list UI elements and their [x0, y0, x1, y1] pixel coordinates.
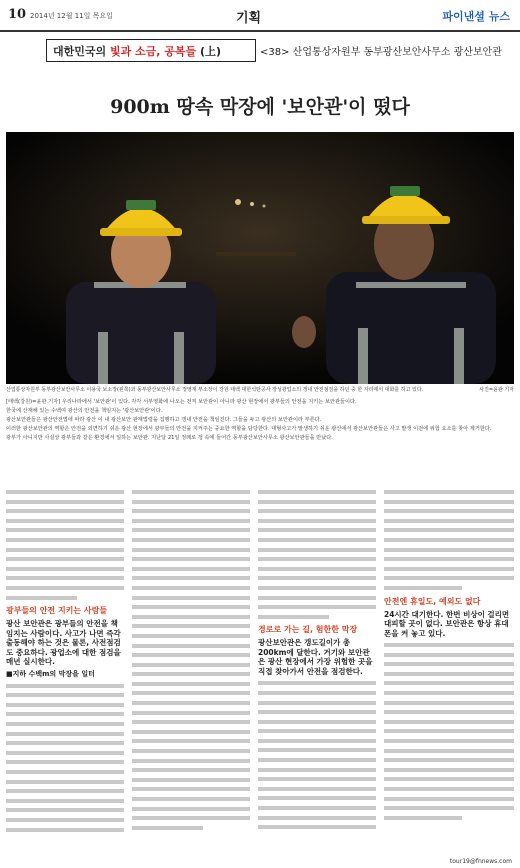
subheading: 경로로 가는 길, 험한한 막장 [258, 625, 358, 635]
subheading-small: ■지하 수백m의 막장을 일터 [6, 669, 95, 678]
lead-line: [태백(강원)=윤관 기자] 우리나라에서 '보안관'이 있다. 각각 서부영화에 나오는 전직 보안관이 아니라 광산 현장에서 광부들의 안전을 지키는 보안관들이다. [6, 399, 357, 405]
subheading: 광부들의 안전 지키는 사람들 [6, 606, 108, 616]
mine-photo-illustration [6, 132, 514, 384]
author-email: tour19@fnnews.com [449, 858, 512, 865]
bold-lead: 광산 보안관은 광부들의 안전을 책임지는 사람이다. 사고가 나면 즉각 출동해야 하는 것은 물론, 사전점검도 중요하다. 광업소에 대한 점검을 매년 실시한다. [6, 619, 121, 667]
body-column-1 [6, 488, 124, 860]
lead-line: 광부가 아니지만 사실상 광부들과 같은 환경에서 일하는 보안관. 지난달 21일 정례로 갱 속에 들어간 동부광산보안사무소 광산보안관들을 만났다. [6, 435, 333, 441]
page-number: 10 [8, 7, 27, 22]
page-header [0, 0, 520, 32]
section-title: 기획 [236, 11, 262, 26]
lead-line: 광산보안관들은 광산안전법에 따라 광산 이 내 광산보안 관계법령을 집행하고 갱내 안전을 책임진다. 그들을 두고 광산의 보안관이라 부른다. [6, 417, 322, 423]
series-title: 대한민국의 빛과 소금, 공복들 (上) [53, 45, 222, 58]
photo-caption: 산업통상자원부 동부광산보안사무소 이용국 보소장(왼쪽)과 동부광산보안사무소 정영재 부소장이 강원 태백 대한석탄공사 장성광업소의 갱내 안전점검을 하던 중 한 자리에서 대화를 하고 있다. 사진=윤관 기자 [6, 387, 514, 393]
subheading: 안전엔 휴일도, 예외도 없다 [384, 596, 481, 606]
series-title-highlight: 빛과 소금, 공복들 [109, 45, 197, 58]
body-column-3 [258, 488, 376, 860]
newspaper-masthead: 파이낸셜 뉴스 [442, 10, 510, 23]
article-body [6, 488, 514, 860]
lead-line: 이러한 광산보안관의 역할은 안전을 외면하기 쉬운 광산 현장에서 광부들의 안전을 지켜주는 중요한 역할을 담당한다. 대형사고가 발생하기 쉬운 광산에서 광산보안관들은 사고 발생 이전에 위험 요소를 찾아 제거한다. [6, 426, 492, 432]
photo-credit: 사진=윤관 기자 [479, 387, 514, 393]
article-photo [6, 132, 514, 384]
lead-line: 한국에 산재해 있는 수백여 광산의 안전을 책임지는 '광산보안관'이다. [6, 408, 163, 414]
publication-date: 2014년 12월 11일 목요일 [30, 12, 113, 20]
article-lead [6, 398, 514, 443]
article-headline: 900m 땅속 막장에 '보안관'이 떴다 [110, 96, 410, 118]
bold-lead: 24시간 대기한다. 한번 비상이 걸리면 대피할 곳이 없다. 보안관은 항상 휴대폰을 켜 놓고 있다. [384, 609, 510, 638]
body-column-4 [384, 488, 514, 860]
series-banner [46, 39, 256, 62]
body-column-2 [132, 488, 250, 860]
series-info: <38> 산업통상자원부 동부광산보안사무소 광산보안관 [260, 47, 502, 58]
bold-lead: 광산보안관은 갱도길이가 총 200km에 달한다. 거기와 보안관은 광산 현장에서 가장 위험한 곳을 직접 찾아가서 안전을 점검한다. [258, 638, 373, 676]
